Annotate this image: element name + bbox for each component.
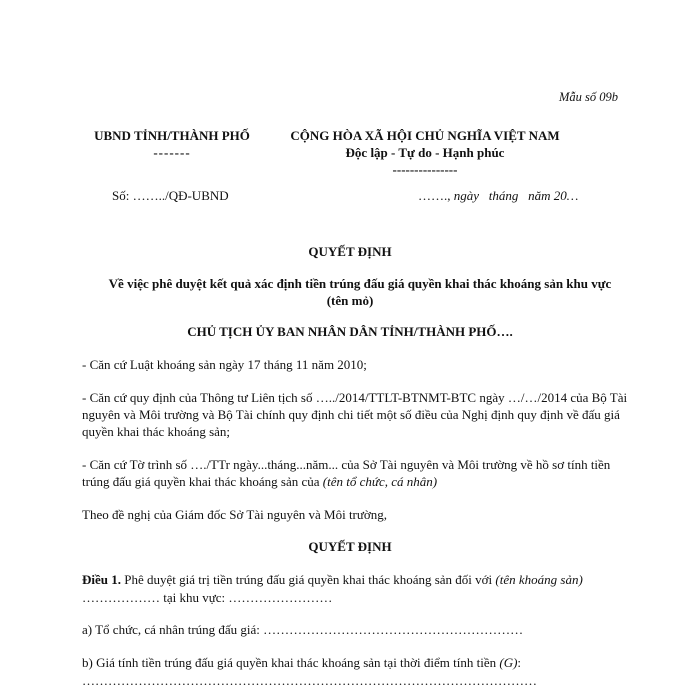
issuing-authority: UBND TỈNH/THÀNH PHỐ <box>94 128 250 143</box>
subject-line-1: Về việc phê duyệt kết quả xác định tiền trúng đấu giá quyền khai thác khoáng sản khu vực <box>108 276 612 291</box>
article-1-line-2: ……………… tại khu vực: …………………… <box>82 590 333 605</box>
subject-line-2: (tên mỏ) <box>326 293 374 308</box>
legal-basis-3-text: - Căn cứ Tờ trình số …./TTr ngày...tháng...năm... của Sở Tài nguyên và Môi trường về hồ sơ tính tiền trúng đấu giá quyền khai thác khoáng sản của <box>82 457 611 489</box>
document-number: Số: ……../QĐ-UBND <box>112 188 229 203</box>
legal-basis-3 <box>82 456 630 490</box>
issue-date-text: ngày tháng năm 20… <box>453 188 579 203</box>
document-title: QUYẾT ĐỊNH <box>308 244 392 259</box>
article-1-text: Phê duyệt giá trị tiền trúng đấu giá quyền khai thác khoáng sản đối với <box>121 572 496 587</box>
item-b-text: b) Giá tính tiền trúng đấu giá quyền khai thác khoáng sản tại thời điểm tính tiền <box>82 655 500 670</box>
authority-divider: ------- <box>153 145 191 160</box>
issue-place: ……., <box>418 188 454 203</box>
item-b-symbol: (G) <box>499 655 518 670</box>
article-1-item-b <box>82 654 630 671</box>
article-1-italic: (tên khoáng sản) <box>495 572 583 587</box>
issuing-official: CHỦ TỊCH ỦY BAN NHÂN DÂN TỈNH/THÀNH PHỐ…. <box>187 324 513 339</box>
national-motto: Độc lập - Tự do - Hạnh phúc <box>345 145 505 160</box>
proposal-line: Theo đề nghị của Giám đốc Sở Tài nguyên và Môi trường, <box>82 507 388 522</box>
legal-basis-1: - Căn cứ Luật khoáng sản ngày 17 tháng 11 năm 2010; <box>82 357 367 372</box>
legal-basis-3-italic: (tên tổ chức, cá nhân) <box>322 474 438 489</box>
item-b-dots: …………………………………………………………………………………………… <box>82 673 537 688</box>
legal-basis-2: - Căn cứ quy định của Thông tư Liên tịch số …../2014/TTLT-BTNMT-BTC ngày …/…/2014 của Bộ Tài nguyên và Môi trường và Bộ Tài chính quy định chi tiết một số điều của Nghị định quy định về đấu giá quyền khai thác khoáng sản; <box>82 390 628 439</box>
decision-heading: QUYẾT ĐỊNH <box>308 539 392 554</box>
article-1-label: Điều 1. <box>82 572 121 587</box>
issue-date <box>418 188 578 204</box>
national-title: CỘNG HÒA XÃ HỘI CHỦ NGHĨA VIỆT NAM <box>290 128 560 143</box>
article-1 <box>82 571 630 588</box>
article-1-item-a: a) Tổ chức, cá nhân trúng đấu giá: …………………………………………………… <box>82 622 524 637</box>
form-number: Mẫu số 09b <box>558 90 618 104</box>
motto-divider: --------------- <box>392 162 458 177</box>
item-b-end: : <box>517 655 522 670</box>
